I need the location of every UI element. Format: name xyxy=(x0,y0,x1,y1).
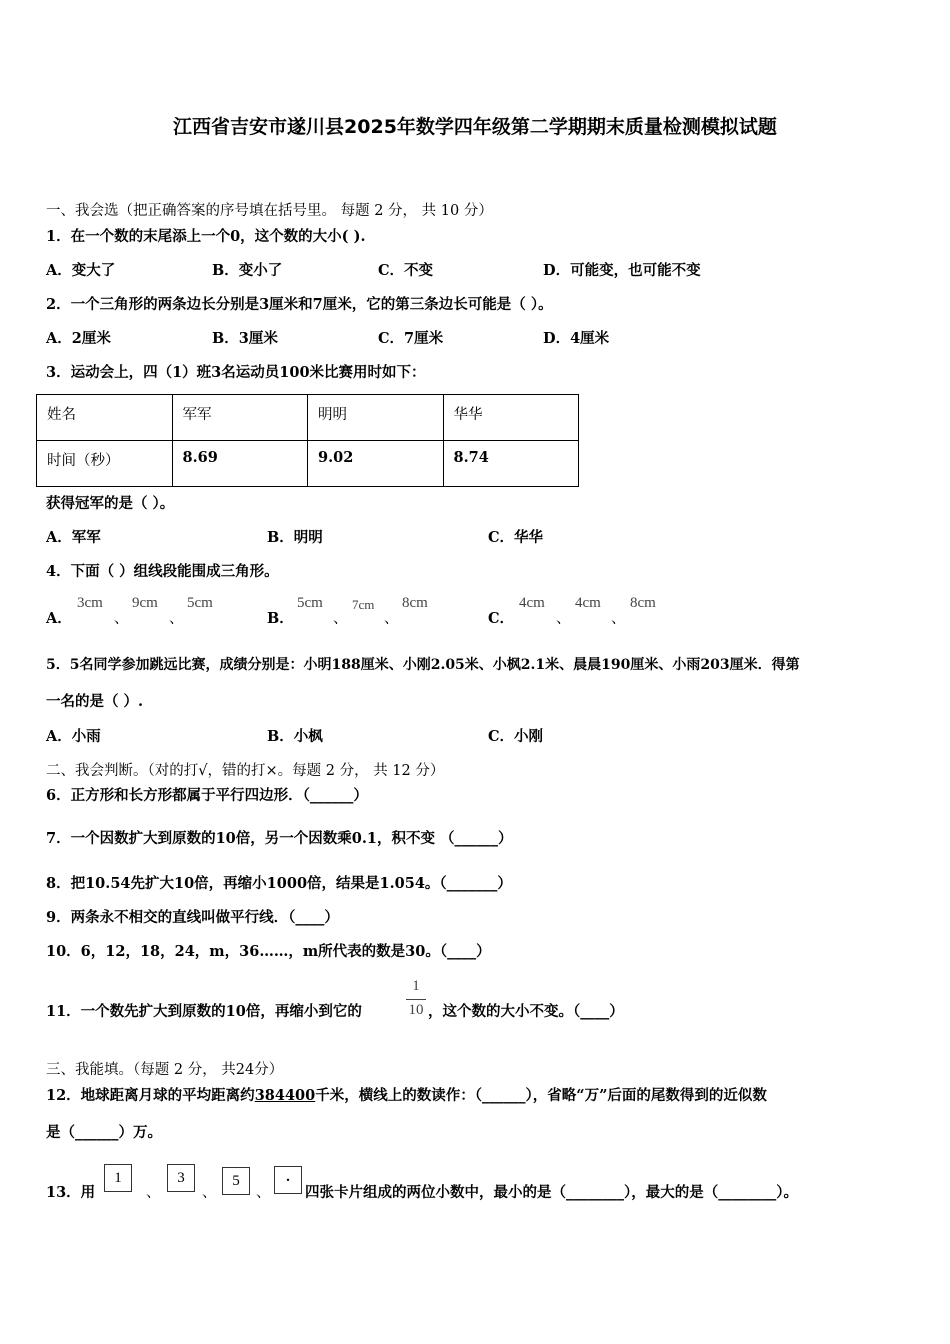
q2-option-b: B．3厘米 xyxy=(212,330,278,347)
number-card: 3 xyxy=(167,1164,195,1192)
q10-text: 10．6，12，18，24，m，36……，m所代表的数是30。（____） xyxy=(46,943,491,960)
q1-option-d: D．可能变，也可能不变 xyxy=(543,262,701,279)
table-row xyxy=(37,395,579,441)
section1-heading: 一、我会选（把正确答案的序号填在括号里。 每题 2 分， 共 10 分） xyxy=(46,203,493,219)
q13-suffix: 四张卡片组成的两位小数中，最小的是（________），最大的是（________）。 xyxy=(305,1184,798,1201)
table-cell: 姓名 xyxy=(37,395,173,441)
decimal-point-card: . xyxy=(274,1166,302,1194)
q5-option-a: A．小雨 xyxy=(46,728,101,745)
table-cell: 9.02 xyxy=(308,441,444,487)
q1-option-c: C．不变 xyxy=(378,262,434,279)
separator: 、 xyxy=(556,611,571,627)
q1-text: 1．在一个数的末尾添上一个0，这个数的大小( ). xyxy=(46,228,366,245)
q5-text-line2: 一名的是（ ）. xyxy=(46,693,144,710)
number-card: 1 xyxy=(104,1164,132,1192)
q12-text-line2: 是（______）万。 xyxy=(46,1124,162,1141)
q6-text: 6．正方形和长方形都属于平行四边形．（______） xyxy=(46,787,368,804)
q4-text: 4．下面（ ）组线段能围成三角形。 xyxy=(46,563,279,580)
separator: 、 xyxy=(114,611,129,627)
q3-option-b: B．明明 xyxy=(267,529,323,546)
q12-underlined-number: 384400 xyxy=(254,1087,316,1104)
q5-option-b: B．小枫 xyxy=(267,728,323,745)
segment-length: 9cm xyxy=(132,595,158,611)
segment-length: 3cm xyxy=(77,595,103,611)
table-cell: 明明 xyxy=(308,395,444,441)
q5-option-c: C．小刚 xyxy=(488,728,544,745)
q12-text-before: 12．地球距离月球的平均距离约 xyxy=(46,1087,255,1104)
segment-length: 4cm xyxy=(519,595,545,611)
table-cell: 8.69 xyxy=(172,441,308,487)
q2-option-c: C．7厘米 xyxy=(378,330,444,347)
section3-heading: 三、我能填。（每题 2 分， 共24分） xyxy=(46,1062,284,1078)
section2-heading: 二、我会判断。（对的打√，错的打×。每题 2 分， 共 12 分） xyxy=(46,763,445,779)
segment-length: 5cm xyxy=(187,595,213,611)
q3-option-a: A．军军 xyxy=(46,529,101,546)
q1-option-b: B．变小了 xyxy=(212,262,283,279)
race-times-table xyxy=(36,394,579,487)
q4-option-b-label: B． xyxy=(267,610,294,627)
q2-option-d: D．4厘米 xyxy=(543,330,610,347)
table-cell: 8.74 xyxy=(443,441,579,487)
separator: 、 xyxy=(169,611,184,627)
q9-text: 9．两条永不相交的直线叫做平行线．（____） xyxy=(46,909,339,926)
q12-text-after: 千米，横线上的数读作：（______），省略“万”后面的尾数得到的近似数 xyxy=(315,1087,767,1104)
q3-question: 获得冠军的是（ ）。 xyxy=(46,495,175,512)
separator: 、 xyxy=(333,611,348,627)
q8-text: 8．把10.54先扩大10倍，再缩小1000倍，结果是1.054。（_______） xyxy=(46,875,512,892)
fraction-numerator: 1 xyxy=(412,978,420,994)
q11-text-before: 11．一个数先扩大到原数的10倍，再缩小到它的 xyxy=(46,1003,362,1020)
table-cell: 军军 xyxy=(172,395,308,441)
fraction-denominator: 10 xyxy=(408,1002,424,1018)
table-row xyxy=(37,441,579,487)
number-card: 5 xyxy=(222,1167,250,1195)
separator: 、 xyxy=(146,1185,161,1201)
page-title: 江西省吉安市遂川县2025年数学四年级第二学期期末质量检测模拟试题 xyxy=(173,116,777,138)
q5-text-line1: 5．5名同学参加跳远比赛，成绩分别是：小明188厘米、小刚2.05米、小枫2.1米、晨晨190厘米、小雨203厘米．得第 xyxy=(46,657,800,673)
separator: 、 xyxy=(202,1185,217,1201)
separator: 、 xyxy=(384,611,399,627)
table-cell: 时间（秒） xyxy=(37,441,173,487)
q7-text: 7．一个因数扩大到原数的10倍，另一个因数乘0.1，积不变 （______） xyxy=(46,830,513,847)
segment-length: 4cm xyxy=(575,595,601,611)
q2-text: 2．一个三角形的两条边长分别是3厘米和7厘米，它的第三条边长可能是（ ）。 xyxy=(46,296,553,313)
q3-option-c: C．华华 xyxy=(488,529,544,546)
q2-option-a: A．2厘米 xyxy=(46,330,111,347)
q1-option-a: A．变大了 xyxy=(46,262,116,279)
q4-option-c-label: C． xyxy=(488,610,515,627)
q12-text xyxy=(46,1086,767,1106)
q13-prefix: 13．用 xyxy=(46,1184,96,1201)
segment-length: 5cm xyxy=(297,595,323,611)
q3-text: 3．运动会上，四（1）班3名运动员100米比赛用时如下： xyxy=(46,364,426,381)
separator: 、 xyxy=(611,611,626,627)
table-cell: 华华 xyxy=(443,395,579,441)
q11-text-after: ，这个数的大小不变。（____） xyxy=(428,1003,624,1020)
q4-option-a-label: A． xyxy=(46,610,72,627)
segment-length: 8cm xyxy=(630,595,656,611)
fraction-bar xyxy=(406,999,426,1000)
segment-length: 8cm xyxy=(402,595,428,611)
separator: 、 xyxy=(256,1185,271,1201)
segment-length: 7cm xyxy=(352,597,375,612)
